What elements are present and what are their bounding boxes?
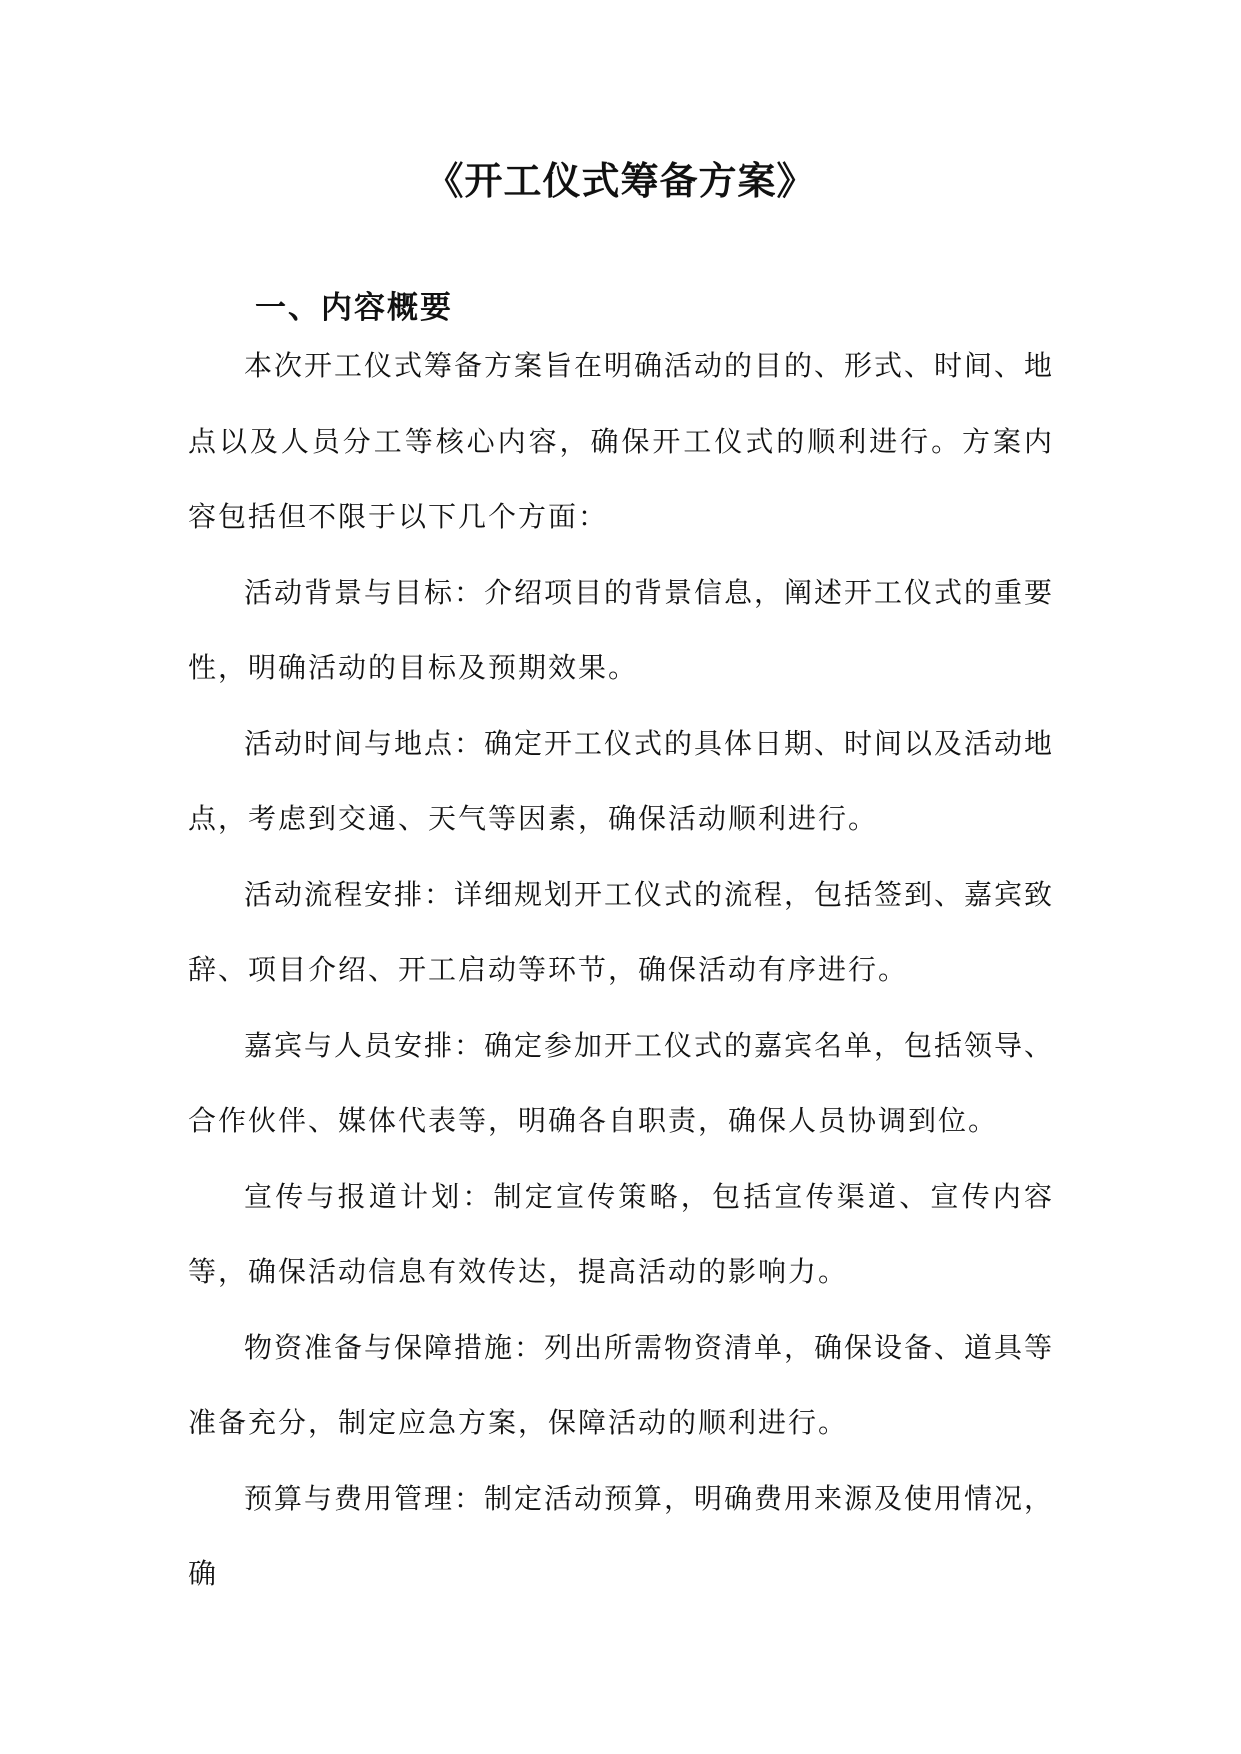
paragraph-guests: 嘉宾与人员安排：确定参加开工仪式的嘉宾名单，包括领导、合作伙伴、媒体代表等，明确各自职责，确保人员协调到位。 — [188, 1028, 1055, 1137]
paragraph-background: 活动背景与目标：介绍项目的背景信息，阐述开工仪式的重要性，明确活动的目标及预期效果。 — [188, 575, 1055, 684]
paragraph-materials: 物资准备与保障措施：列出所需物资清单，确保设备、道具等准备充分，制定应急方案，保障活动的顺利进行。 — [188, 1330, 1055, 1439]
paragraph-intro: 本次开工仪式筹备方案旨在明确活动的目的、形式、时间、地点以及人员分工等核心内容，确保开工仪式的顺利进行。方案内容包括但不限于以下几个方面： — [188, 349, 1055, 533]
section-heading: 一、内容概要 — [255, 290, 453, 326]
paragraph-publicity: 宣传与报道计划：制定宣传策略，包括宣传渠道、宣传内容等，确保活动信息有效传达，提高活动的影响力。 — [188, 1179, 1054, 1288]
paragraph-budget: 预算与费用管理：制定活动预算，明确费用来源及使用情况，确 — [188, 1481, 1055, 1590]
paragraph-process: 活动流程安排：详细规划开工仪式的流程，包括签到、嘉宾致辞、项目介绍、开工启动等环节，确保活动有序进行。 — [188, 877, 1055, 986]
body-text — [188, 328, 1054, 1612]
paragraph-time-location: 活动时间与地点：确定开工仪式的具体日期、时间以及活动地点，考虑到交通、天气等因素，确保活动顺利进行。 — [188, 726, 1055, 835]
document-title: 《开工仪式筹备方案》 — [425, 158, 816, 203]
